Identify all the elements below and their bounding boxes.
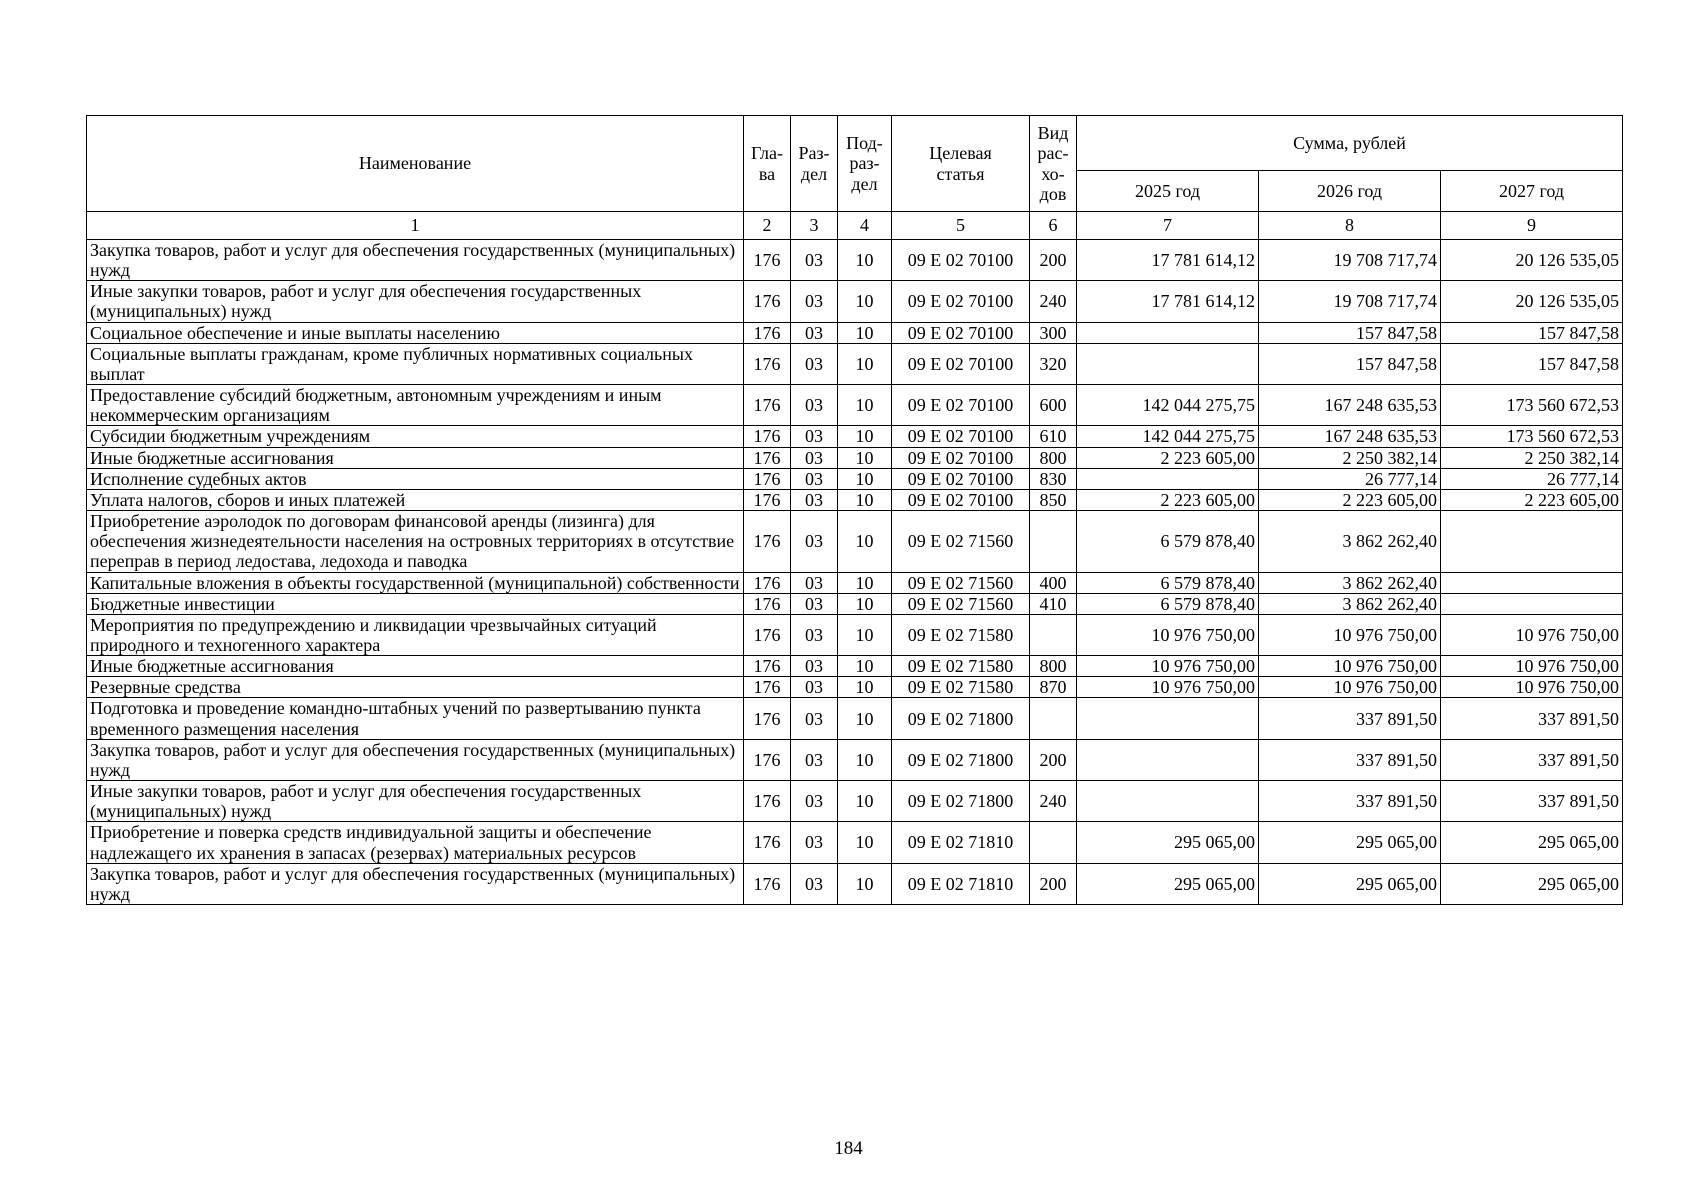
cell-sum-2025 xyxy=(1077,698,1259,739)
cell-chapter: 176 xyxy=(744,781,791,822)
header-subsection: Под- раз- дел xyxy=(838,116,892,212)
cell-name: Мероприятия по предупреждению и ликвидации чрезвычайных ситуаций природного и техногенного характера xyxy=(87,614,744,655)
cell-target: 09 Е 02 71810 xyxy=(892,863,1030,904)
cell-target: 09 Е 02 70100 xyxy=(892,468,1030,489)
cell-expense-type: 850 xyxy=(1030,489,1077,510)
cell-section: 03 xyxy=(791,489,838,510)
table-row xyxy=(87,511,1623,572)
cell-name: Субсидии бюджетным учреждениям xyxy=(87,426,744,447)
cell-section: 03 xyxy=(791,863,838,904)
cell-sum-2027: 295 065,00 xyxy=(1441,822,1623,863)
cell-name: Закупка товаров, работ и услуг для обеспечения государственных (муниципальных) нужд xyxy=(87,739,744,780)
cell-sum-2025: 10 976 750,00 xyxy=(1077,614,1259,655)
cell-sum-2027: 2 223 605,00 xyxy=(1441,489,1623,510)
table-row xyxy=(87,385,1623,426)
cell-sum-2027: 173 560 672,53 xyxy=(1441,385,1623,426)
cell-target: 09 Е 02 71560 xyxy=(892,593,1030,614)
cell-chapter: 176 xyxy=(744,614,791,655)
cell-subsection: 10 xyxy=(838,572,892,593)
cell-target: 09 Е 02 71560 xyxy=(892,511,1030,572)
header-section: Раз- дел xyxy=(791,116,838,212)
cell-name: Подготовка и проведение командно-штабных учений по развертыванию пункта временного размещения населения xyxy=(87,698,744,739)
cell-sum-2026: 337 891,50 xyxy=(1259,781,1441,822)
cell-expense-type: 410 xyxy=(1030,593,1077,614)
table-row xyxy=(87,322,1623,343)
cell-sum-2027 xyxy=(1441,511,1623,572)
header-year-2025: 2025 год xyxy=(1077,171,1259,212)
cell-chapter: 176 xyxy=(744,572,791,593)
cell-section: 03 xyxy=(791,572,838,593)
cell-name: Иные бюджетные ассигнования xyxy=(87,656,744,677)
cell-section: 03 xyxy=(791,656,838,677)
cell-chapter: 176 xyxy=(744,863,791,904)
cell-sum-2026: 295 065,00 xyxy=(1259,822,1441,863)
cell-target: 09 Е 02 71810 xyxy=(892,822,1030,863)
cell-section: 03 xyxy=(791,822,838,863)
table-row xyxy=(87,822,1623,863)
cell-chapter: 176 xyxy=(744,468,791,489)
cell-chapter: 176 xyxy=(744,677,791,698)
cell-target: 09 Е 02 70100 xyxy=(892,281,1030,322)
cell-chapter: 176 xyxy=(744,489,791,510)
cell-chapter: 176 xyxy=(744,822,791,863)
cell-sum-2027: 10 976 750,00 xyxy=(1441,677,1623,698)
cell-name: Уплата налогов, сборов и иных платежей xyxy=(87,489,744,510)
cell-subsection: 10 xyxy=(838,447,892,468)
cell-sum-2025 xyxy=(1077,781,1259,822)
table-row xyxy=(87,739,1623,780)
cell-name: Социальное обеспечение и иные выплаты населению xyxy=(87,322,744,343)
cell-expense-type: 240 xyxy=(1030,781,1077,822)
cell-sum-2026: 26 777,14 xyxy=(1259,468,1441,489)
table-row xyxy=(87,656,1623,677)
table-row xyxy=(87,863,1623,904)
cell-sum-2026: 19 708 717,74 xyxy=(1259,240,1441,281)
cell-sum-2027: 295 065,00 xyxy=(1441,863,1623,904)
cell-section: 03 xyxy=(791,781,838,822)
cell-expense-type: 300 xyxy=(1030,322,1077,343)
cell-chapter: 176 xyxy=(744,593,791,614)
cell-section: 03 xyxy=(791,426,838,447)
column-number: 7 xyxy=(1077,212,1259,240)
cell-subsection: 10 xyxy=(838,240,892,281)
cell-sum-2025: 142 044 275,75 xyxy=(1077,426,1259,447)
cell-subsection: 10 xyxy=(838,468,892,489)
cell-sum-2026: 337 891,50 xyxy=(1259,698,1441,739)
cell-section: 03 xyxy=(791,385,838,426)
column-number: 2 xyxy=(744,212,791,240)
cell-sum-2027: 20 126 535,05 xyxy=(1441,281,1623,322)
cell-sum-2027: 337 891,50 xyxy=(1441,739,1623,780)
column-number: 4 xyxy=(838,212,892,240)
cell-expense-type: 830 xyxy=(1030,468,1077,489)
cell-subsection: 10 xyxy=(838,822,892,863)
cell-sum-2026: 2 223 605,00 xyxy=(1259,489,1441,510)
cell-sum-2025: 142 044 275,75 xyxy=(1077,385,1259,426)
cell-expense-type: 240 xyxy=(1030,281,1077,322)
cell-section: 03 xyxy=(791,614,838,655)
column-number: 6 xyxy=(1030,212,1077,240)
table-row xyxy=(87,240,1623,281)
table-row xyxy=(87,572,1623,593)
cell-target: 09 Е 02 70100 xyxy=(892,385,1030,426)
cell-name: Социальные выплаты гражданам, кроме публичных нормативных социальных выплат xyxy=(87,343,744,384)
table-row xyxy=(87,468,1623,489)
cell-target: 09 Е 02 71560 xyxy=(892,572,1030,593)
column-number: 1 xyxy=(87,212,744,240)
cell-section: 03 xyxy=(791,677,838,698)
cell-sum-2026: 3 862 262,40 xyxy=(1259,511,1441,572)
cell-sum-2025 xyxy=(1077,343,1259,384)
cell-sum-2025: 6 579 878,40 xyxy=(1077,572,1259,593)
cell-expense-type xyxy=(1030,822,1077,863)
cell-name: Исполнение судебных актов xyxy=(87,468,744,489)
cell-target: 09 Е 02 71580 xyxy=(892,614,1030,655)
cell-sum-2025: 17 781 614,12 xyxy=(1077,240,1259,281)
cell-subsection: 10 xyxy=(838,489,892,510)
header-sum: Сумма, рублей xyxy=(1077,116,1623,171)
cell-sum-2027: 2 250 382,14 xyxy=(1441,447,1623,468)
cell-expense-type: 400 xyxy=(1030,572,1077,593)
cell-section: 03 xyxy=(791,281,838,322)
cell-sum-2025: 6 579 878,40 xyxy=(1077,593,1259,614)
cell-sum-2026: 337 891,50 xyxy=(1259,739,1441,780)
cell-chapter: 176 xyxy=(744,343,791,384)
cell-chapter: 176 xyxy=(744,698,791,739)
cell-subsection: 10 xyxy=(838,698,892,739)
cell-sum-2025 xyxy=(1077,322,1259,343)
cell-sum-2026: 19 708 717,74 xyxy=(1259,281,1441,322)
cell-sum-2026: 10 976 750,00 xyxy=(1259,614,1441,655)
cell-subsection: 10 xyxy=(838,511,892,572)
cell-section: 03 xyxy=(791,593,838,614)
table-row xyxy=(87,343,1623,384)
cell-sum-2025: 295 065,00 xyxy=(1077,863,1259,904)
table-row xyxy=(87,426,1623,447)
cell-sum-2026: 157 847,58 xyxy=(1259,322,1441,343)
table-row xyxy=(87,614,1623,655)
cell-subsection: 10 xyxy=(838,281,892,322)
cell-sum-2027: 10 976 750,00 xyxy=(1441,656,1623,677)
cell-subsection: 10 xyxy=(838,781,892,822)
column-number: 3 xyxy=(791,212,838,240)
cell-sum-2026: 3 862 262,40 xyxy=(1259,593,1441,614)
cell-sum-2027: 157 847,58 xyxy=(1441,322,1623,343)
cell-sum-2027: 173 560 672,53 xyxy=(1441,426,1623,447)
cell-target: 09 Е 02 71800 xyxy=(892,781,1030,822)
cell-expense-type: 800 xyxy=(1030,656,1077,677)
cell-subsection: 10 xyxy=(838,739,892,780)
cell-expense-type: 610 xyxy=(1030,426,1077,447)
cell-name: Приобретение и поверка средств индивидуальной защиты и обеспечение надлежащего их хранения в запасах (резервах) материальных ресурсов xyxy=(87,822,744,863)
cell-section: 03 xyxy=(791,739,838,780)
cell-sum-2026: 10 976 750,00 xyxy=(1259,656,1441,677)
cell-name: Приобретение аэролодок по договорам финансовой аренды (лизинга) для обеспечения жизнедеятельности населения на островных территориях в отсутствие переправ в период ледостава, ледохода и паводка xyxy=(87,511,744,572)
cell-target: 09 Е 02 70100 xyxy=(892,426,1030,447)
table-row xyxy=(87,677,1623,698)
cell-expense-type: 200 xyxy=(1030,240,1077,281)
cell-sum-2026: 167 248 635,53 xyxy=(1259,426,1441,447)
cell-sum-2026: 2 250 382,14 xyxy=(1259,447,1441,468)
header-target: Целевая статья xyxy=(892,116,1030,212)
cell-target: 09 Е 02 70100 xyxy=(892,322,1030,343)
cell-sum-2025: 17 781 614,12 xyxy=(1077,281,1259,322)
cell-sum-2026: 10 976 750,00 xyxy=(1259,677,1441,698)
table-body xyxy=(87,240,1623,905)
cell-subsection: 10 xyxy=(838,343,892,384)
cell-sum-2026: 295 065,00 xyxy=(1259,863,1441,904)
cell-section: 03 xyxy=(791,468,838,489)
cell-target: 09 Е 02 70100 xyxy=(892,447,1030,468)
column-number: 5 xyxy=(892,212,1030,240)
cell-sum-2027: 337 891,50 xyxy=(1441,698,1623,739)
cell-target: 09 Е 02 71800 xyxy=(892,698,1030,739)
cell-name: Закупка товаров, работ и услуг для обеспечения государственных (муниципальных) нужд xyxy=(87,863,744,904)
cell-section: 03 xyxy=(791,240,838,281)
cell-chapter: 176 xyxy=(744,385,791,426)
cell-sum-2025: 2 223 605,00 xyxy=(1077,447,1259,468)
cell-sum-2027: 157 847,58 xyxy=(1441,343,1623,384)
cell-target: 09 Е 02 70100 xyxy=(892,343,1030,384)
cell-expense-type: 800 xyxy=(1030,447,1077,468)
cell-sum-2025 xyxy=(1077,739,1259,780)
cell-chapter: 176 xyxy=(744,281,791,322)
cell-subsection: 10 xyxy=(838,656,892,677)
cell-subsection: 10 xyxy=(838,322,892,343)
header-expense-type: Вид рас- хо- дов xyxy=(1030,116,1077,212)
table-row xyxy=(87,781,1623,822)
header-name: Наименование xyxy=(87,116,744,212)
cell-subsection: 10 xyxy=(838,385,892,426)
cell-subsection: 10 xyxy=(838,863,892,904)
cell-chapter: 176 xyxy=(744,739,791,780)
table-row xyxy=(87,698,1623,739)
cell-sum-2025: 6 579 878,40 xyxy=(1077,511,1259,572)
cell-expense-type: 200 xyxy=(1030,739,1077,780)
cell-chapter: 176 xyxy=(744,447,791,468)
cell-name: Резервные средства xyxy=(87,677,744,698)
cell-sum-2026: 167 248 635,53 xyxy=(1259,385,1441,426)
cell-target: 09 Е 02 71580 xyxy=(892,656,1030,677)
cell-expense-type xyxy=(1030,698,1077,739)
cell-target: 09 Е 02 71800 xyxy=(892,739,1030,780)
column-number: 9 xyxy=(1441,212,1623,240)
cell-subsection: 10 xyxy=(838,677,892,698)
cell-subsection: 10 xyxy=(838,426,892,447)
cell-target: 09 Е 02 70100 xyxy=(892,489,1030,510)
cell-target: 09 Е 02 70100 xyxy=(892,240,1030,281)
cell-sum-2027 xyxy=(1441,593,1623,614)
table-row xyxy=(87,593,1623,614)
cell-expense-type: 200 xyxy=(1030,863,1077,904)
cell-sum-2026: 157 847,58 xyxy=(1259,343,1441,384)
cell-chapter: 176 xyxy=(744,322,791,343)
table-row xyxy=(87,489,1623,510)
cell-chapter: 176 xyxy=(744,656,791,677)
cell-sum-2025 xyxy=(1077,468,1259,489)
cell-sum-2025: 2 223 605,00 xyxy=(1077,489,1259,510)
cell-section: 03 xyxy=(791,511,838,572)
cell-name: Закупка товаров, работ и услуг для обеспечения государственных (муниципальных) нужд xyxy=(87,240,744,281)
cell-section: 03 xyxy=(791,447,838,468)
cell-sum-2027: 20 126 535,05 xyxy=(1441,240,1623,281)
header-year-2027: 2027 год xyxy=(1441,171,1623,212)
cell-name: Предоставление субсидий бюджетным, автономным учреждениям и иным некоммерческим организациям xyxy=(87,385,744,426)
cell-expense-type: 870 xyxy=(1030,677,1077,698)
cell-name: Капитальные вложения в объекты государственной (муниципальной) собственности xyxy=(87,572,744,593)
cell-name: Иные закупки товаров, работ и услуг для обеспечения государственных (муниципальных) нужд xyxy=(87,781,744,822)
cell-name: Иные бюджетные ассигнования xyxy=(87,447,744,468)
cell-chapter: 176 xyxy=(744,240,791,281)
cell-sum-2026: 3 862 262,40 xyxy=(1259,572,1441,593)
cell-sum-2025: 10 976 750,00 xyxy=(1077,656,1259,677)
cell-expense-type: 320 xyxy=(1030,343,1077,384)
cell-sum-2025: 295 065,00 xyxy=(1077,822,1259,863)
cell-sum-2027: 10 976 750,00 xyxy=(1441,614,1623,655)
table-header xyxy=(87,116,1623,240)
cell-sum-2027 xyxy=(1441,572,1623,593)
cell-section: 03 xyxy=(791,322,838,343)
cell-subsection: 10 xyxy=(838,614,892,655)
header-chapter: Гла- ва xyxy=(744,116,791,212)
budget-table xyxy=(86,115,1623,905)
cell-section: 03 xyxy=(791,343,838,384)
cell-sum-2027: 337 891,50 xyxy=(1441,781,1623,822)
cell-name: Иные закупки товаров, работ и услуг для обеспечения государственных (муниципальных) нужд xyxy=(87,281,744,322)
cell-sum-2025: 10 976 750,00 xyxy=(1077,677,1259,698)
cell-sum-2027: 26 777,14 xyxy=(1441,468,1623,489)
column-number: 8 xyxy=(1259,212,1441,240)
page-number: 184 xyxy=(834,1138,863,1159)
cell-section: 03 xyxy=(791,698,838,739)
cell-expense-type: 600 xyxy=(1030,385,1077,426)
cell-expense-type xyxy=(1030,614,1077,655)
cell-name: Бюджетные инвестиции xyxy=(87,593,744,614)
cell-expense-type xyxy=(1030,511,1077,572)
table-row xyxy=(87,447,1623,468)
cell-chapter: 176 xyxy=(744,511,791,572)
table-row xyxy=(87,281,1623,322)
cell-target: 09 Е 02 71580 xyxy=(892,677,1030,698)
cell-chapter: 176 xyxy=(744,426,791,447)
header-year-2026: 2026 год xyxy=(1259,171,1441,212)
cell-subsection: 10 xyxy=(838,593,892,614)
